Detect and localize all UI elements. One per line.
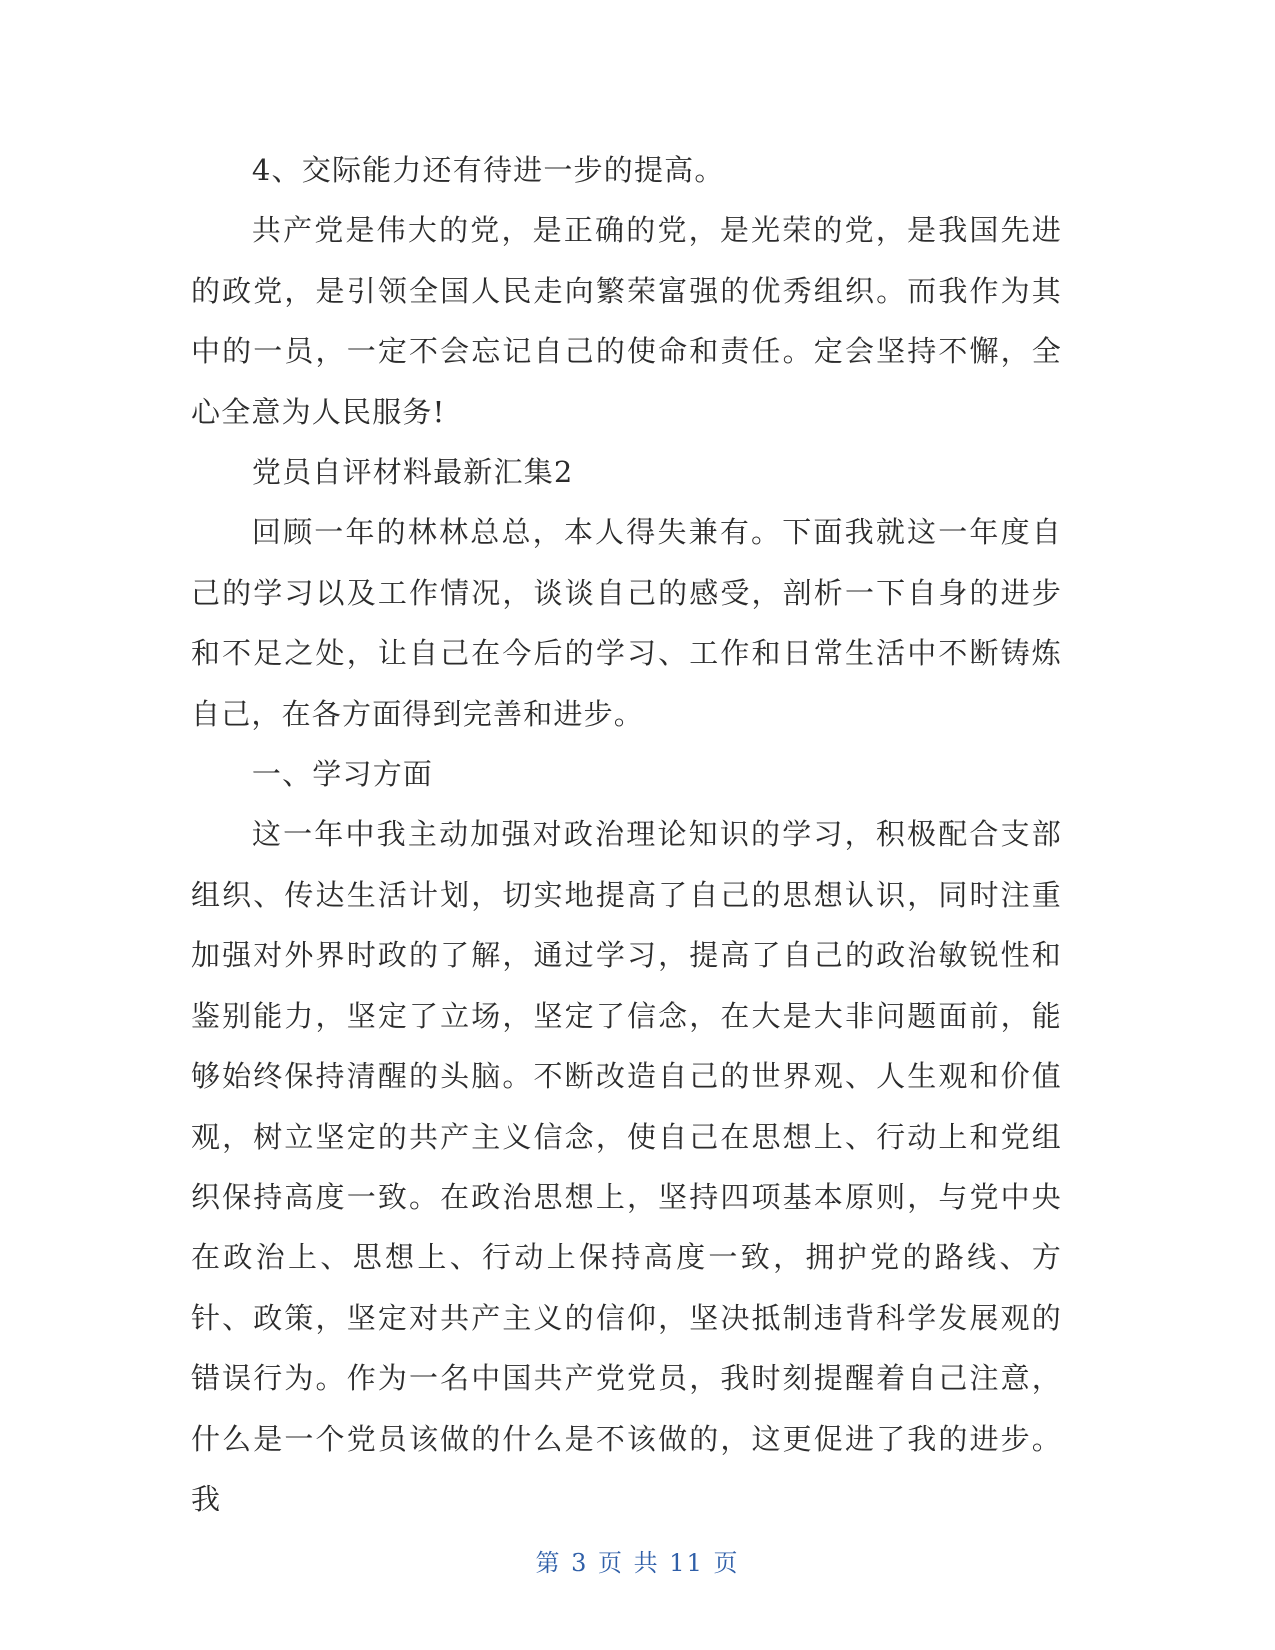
paragraph-improvement-item: 4、交际能力还有待进一步的提高。 — [251, 153, 725, 187]
document-body — [191, 140, 1062, 1529]
page-number-label: 第 3 页 共 11 页 — [535, 1549, 740, 1577]
page-footer — [0, 1543, 1275, 1578]
section-heading: 党员自评材料最新汇集2 — [251, 455, 574, 490]
paragraph-year-review: 回顾一年的林林总总，本人得失兼有。下面我就这一年度自己的学习以及工作情况，谈谈自己的感受，剖析一下自身的进步和不足之处，让自己在今后的学习、工作和日常生活中不断铸炼自己，在各方面得到完善和进步。 — [191, 515, 1062, 731]
paragraph-party-praise: 共产党是伟大的党，是正确的党，是光荣的党，是我国先进的政党，是引领全国人民走向繁荣富强的优秀组织。而我作为其中的一员，一定不会忘记自己的使命和责任。定会坚持不懈，全心全意为人民服务! — [191, 213, 1062, 429]
paragraph-study-details: 这一年中我主动加强对政治理论知识的学习，积极配合支部组织、传达生活计划，切实地提高了自己的思想认识，同时注重加强对外界时政的了解，通过学习，提高了自己的政治敏锐性和鉴别能力，坚定了立场，坚定了信念，在大是大非问题面前，能够始终保持清醒的头脑。不断改造自己的世界观、人生观和价值观，树立坚定的共产主义信念，使自己在思想上、行动上和党组织保持高度一致。在政治思想上，坚持四项基本原则，与党中央在政治上、思想上、行动上保持高度一致，拥护党的路线、方针、政策，坚定对共产主义的信仰，坚决抵制违背科学发展观的错误行为。作为一名中国共产党党员，我时刻提醒着自己注意，什么是一个党员该做的什么是不该做的，这更促进了我的进步。我 — [191, 817, 1062, 1516]
subsection-heading-study: 一、学习方面 — [251, 757, 434, 792]
